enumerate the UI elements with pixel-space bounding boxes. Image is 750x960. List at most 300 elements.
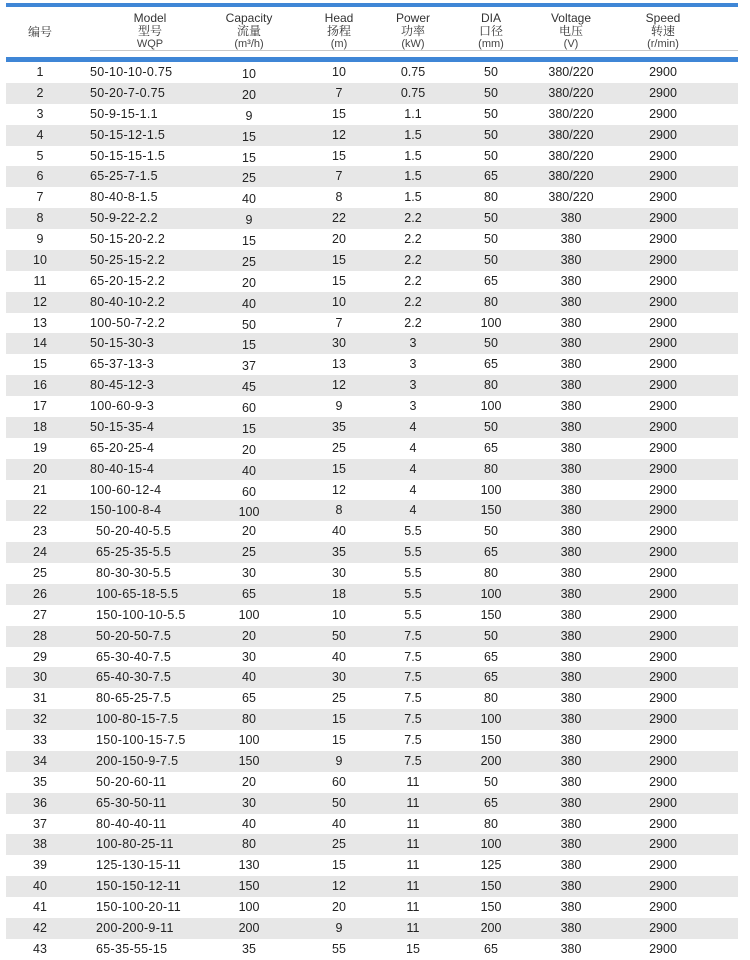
cell-head: 30 (332, 336, 346, 351)
header-power: Power 功率 (kW) (395, 11, 430, 50)
cell-power: 11 (406, 774, 420, 789)
cell-capacity: 100 (238, 505, 260, 520)
cell-dia: 150 (480, 900, 502, 914)
cell-model: 200-150-9-7.5 (96, 753, 179, 768)
cell-voltage: 380/220 (548, 65, 594, 79)
header-speed: Speed 转速 (r/min) (645, 11, 681, 50)
cell-speed: 2900 (649, 482, 677, 497)
cell-voltage: 380 (560, 816, 582, 831)
cell-speed: 2900 (649, 211, 677, 226)
cell-voltage: 380 (560, 774, 582, 789)
cell-dia: 100 (480, 586, 502, 601)
cell-dia: 65 (484, 670, 498, 685)
cell-dia: 65 (484, 440, 498, 455)
cell-power: 7.5 (404, 628, 422, 643)
cell-voltage: 380 (560, 315, 582, 330)
cell-id: 23 (33, 524, 47, 539)
cell-voltage: 380/220 (548, 148, 594, 163)
cell-voltage: 380/220 (548, 106, 594, 121)
table-row (6, 375, 738, 396)
cell-id: 7 (36, 190, 44, 205)
cell-capacity: 25 (242, 171, 256, 186)
cell-dia: 100 (480, 712, 502, 727)
table-row (6, 542, 738, 563)
cell-head: 15 (332, 858, 346, 873)
cell-head: 40 (332, 524, 346, 539)
cell-voltage: 380 (560, 294, 582, 309)
cell-head: 20 (332, 900, 346, 914)
cell-head: 12 (332, 378, 346, 393)
cell-power: 5.5 (404, 524, 422, 539)
cell-model: 65-25-35-5.5 (96, 545, 172, 560)
cell-model: 65-20-15-2.2 (90, 273, 166, 288)
cell-id: 39 (33, 858, 47, 873)
cell-id: 26 (33, 586, 47, 601)
cell-speed: 2900 (649, 774, 677, 789)
cell-dia: 150 (480, 733, 502, 747)
cell-voltage: 380 (560, 649, 582, 664)
cell-id: 18 (33, 419, 47, 434)
cell-voltage: 380 (560, 920, 582, 935)
cell-dia: 150 (480, 607, 502, 622)
cell-capacity: 30 (242, 649, 256, 664)
cell-dia: 150 (480, 503, 502, 518)
cell-speed: 2900 (649, 795, 677, 810)
cell-speed: 2900 (649, 586, 677, 601)
cell-power: 15 (406, 941, 420, 956)
cell-voltage: 380 (560, 357, 582, 372)
cell-head: 15 (332, 461, 346, 476)
cell-id: 29 (33, 649, 47, 664)
header-voltage: Voltage 电压 (V) (550, 11, 592, 50)
cell-capacity: 150 (238, 753, 260, 768)
cell-speed: 2900 (649, 753, 677, 768)
cell-capacity: 37 (242, 359, 256, 374)
cell-voltage: 380 (560, 273, 582, 288)
cell-model: 65-30-50-11 (96, 795, 167, 810)
cell-model: 50-20-7-0.75 (90, 85, 166, 100)
cell-model: 50-15-20-2.2 (90, 232, 166, 246)
cell-dia: 100 (480, 315, 502, 330)
cell-power: 5.5 (404, 586, 422, 601)
cell-power: 3 (409, 399, 417, 413)
table-row (6, 605, 738, 626)
cell-model: 80-45-12-3 (90, 378, 155, 393)
cell-id: 28 (33, 628, 47, 643)
cell-head: 15 (332, 273, 346, 288)
cell-head: 25 (332, 440, 346, 455)
cell-speed: 2900 (649, 920, 677, 935)
cell-power: 4 (409, 482, 417, 497)
cell-speed: 2900 (649, 858, 677, 873)
cell-speed: 2900 (649, 941, 677, 956)
cell-model: 50-20-50-7.5 (96, 628, 172, 643)
cell-voltage: 380 (560, 858, 582, 873)
cell-voltage: 380 (560, 837, 582, 852)
cell-capacity: 60 (242, 484, 256, 499)
cell-model: 100-50-7-2.2 (90, 315, 166, 330)
cell-power: 11 (406, 837, 420, 852)
cell-dia: 65 (484, 273, 498, 288)
cell-dia: 65 (484, 357, 498, 372)
cell-capacity: 10 (242, 67, 256, 81)
cell-head: 30 (332, 670, 346, 685)
cell-capacity: 20 (242, 442, 256, 457)
cell-speed: 2900 (649, 566, 677, 580)
cell-power: 4 (409, 419, 417, 434)
cell-voltage: 380 (560, 252, 582, 267)
cell-power: 1.5 (404, 148, 422, 163)
cell-head: 13 (332, 357, 346, 372)
cell-dia: 50 (484, 65, 498, 79)
cell-head: 25 (332, 691, 346, 706)
cell-capacity: 80 (242, 837, 256, 852)
cell-id: 42 (33, 920, 47, 935)
cell-voltage: 380/220 (548, 169, 594, 184)
cell-dia: 200 (480, 753, 502, 768)
cell-capacity: 100 (238, 900, 260, 914)
cell-head: 25 (332, 837, 346, 852)
cell-voltage: 380 (560, 232, 582, 246)
cell-model: 50-9-22-2.2 (90, 211, 158, 226)
cell-model: 65-35-55-15 (96, 941, 168, 956)
cell-capacity: 30 (242, 795, 256, 810)
table-row (6, 438, 738, 459)
cell-capacity: 65 (242, 691, 256, 706)
cell-head: 50 (332, 628, 346, 643)
table-row (6, 730, 738, 751)
cell-voltage: 380 (560, 670, 582, 685)
cell-voltage: 380 (560, 879, 582, 894)
cell-dia: 150 (480, 879, 502, 894)
cell-id: 13 (33, 315, 47, 330)
cell-speed: 2900 (649, 190, 677, 205)
cell-capacity: 100 (238, 607, 260, 622)
cell-power: 11 (406, 858, 420, 873)
cell-model: 80-30-30-5.5 (96, 566, 172, 580)
cell-id: 35 (33, 774, 47, 789)
cell-power: 7.5 (404, 712, 422, 727)
cell-speed: 2900 (649, 900, 677, 914)
cell-capacity: 40 (242, 670, 256, 685)
cell-power: 2.2 (404, 232, 422, 246)
cell-power: 0.75 (400, 85, 426, 100)
table-row (6, 897, 738, 918)
cell-dia: 200 (480, 920, 502, 935)
cell-power: 7.5 (404, 649, 422, 664)
cell-model: 50-10-10-0.75 (90, 65, 173, 79)
header-head: Head 扬程 (m) (324, 11, 354, 50)
cell-power: 2.2 (404, 273, 422, 288)
table-row (6, 354, 738, 375)
cell-speed: 2900 (649, 294, 677, 309)
cell-voltage: 380 (560, 733, 582, 747)
cell-dia: 65 (484, 169, 498, 184)
table-row (6, 772, 738, 793)
cell-capacity: 25 (242, 254, 256, 269)
cell-head: 9 (335, 920, 343, 935)
cell-speed: 2900 (649, 628, 677, 643)
table-row (6, 667, 738, 688)
cell-capacity: 40 (242, 296, 256, 311)
cell-power: 3 (409, 336, 417, 351)
cell-capacity: 40 (242, 816, 256, 831)
cell-id: 24 (33, 545, 47, 560)
cell-head: 55 (332, 941, 346, 956)
cell-dia: 50 (484, 232, 498, 246)
cell-dia: 50 (484, 252, 498, 267)
cell-power: 0.75 (400, 65, 426, 79)
table-row (6, 208, 738, 229)
cell-head: 8 (335, 503, 343, 518)
cell-capacity: 35 (242, 941, 256, 956)
cell-capacity: 130 (238, 858, 260, 873)
cell-model: 150-100-8-4 (90, 503, 162, 518)
cell-head: 20 (332, 232, 346, 246)
cell-model: 50-15-35-4 (90, 419, 155, 434)
cell-head: 12 (332, 482, 346, 497)
table-row (6, 313, 738, 334)
cell-power: 2.2 (404, 294, 422, 309)
cell-capacity: 40 (242, 463, 256, 478)
cell-id: 37 (33, 816, 47, 831)
cell-voltage: 380/220 (548, 190, 594, 205)
cell-power: 7.5 (404, 691, 422, 706)
cell-model: 50-20-40-5.5 (96, 524, 172, 539)
cell-head: 10 (332, 607, 346, 622)
cell-speed: 2900 (649, 357, 677, 372)
table-row (6, 834, 738, 855)
table-row (6, 647, 738, 668)
cell-dia: 50 (484, 211, 498, 226)
header-capacity: Capacity 流量 (m³/h) (225, 11, 273, 50)
cell-speed: 2900 (649, 545, 677, 560)
cell-head: 12 (332, 127, 346, 142)
cell-voltage: 380 (560, 628, 582, 643)
cell-head: 35 (332, 545, 346, 560)
cell-speed: 2900 (649, 712, 677, 727)
cell-voltage: 380 (560, 378, 582, 393)
table-row (6, 146, 738, 167)
cell-model: 80-40-40-11 (96, 816, 167, 831)
cell-model: 125-130-15-11 (96, 858, 181, 873)
cell-model: 100-80-15-7.5 (96, 712, 179, 727)
cell-id: 30 (33, 670, 47, 685)
cell-model: 100-60-9-3 (90, 399, 155, 413)
cell-dia: 80 (484, 691, 498, 706)
cell-head: 18 (332, 586, 346, 601)
cell-head: 15 (332, 712, 346, 727)
cell-head: 9 (335, 753, 343, 768)
cell-id: 27 (33, 607, 47, 622)
cell-power: 5.5 (404, 566, 422, 580)
cell-dia: 50 (484, 774, 498, 789)
cell-id: 32 (33, 712, 47, 727)
cell-dia: 50 (484, 628, 498, 643)
cell-head: 22 (332, 211, 346, 226)
table-row (6, 459, 738, 480)
table-row (6, 229, 738, 250)
cell-speed: 2900 (649, 127, 677, 142)
cell-voltage: 380 (560, 419, 582, 434)
cell-id: 20 (33, 461, 47, 476)
cell-voltage: 380 (560, 691, 582, 706)
cell-power: 3 (409, 378, 417, 393)
cell-head: 15 (332, 148, 346, 163)
cell-power: 1.1 (404, 106, 422, 121)
cell-id: 4 (36, 127, 44, 142)
cell-capacity: 65 (242, 586, 256, 601)
cell-model: 50-25-15-2.2 (90, 252, 166, 267)
cell-power: 7.5 (404, 670, 422, 685)
cell-dia: 50 (484, 85, 498, 100)
cell-speed: 2900 (649, 607, 677, 622)
cell-model: 50-15-30-3 (90, 336, 155, 351)
cell-model: 50-20-60-11 (96, 774, 167, 789)
cell-model: 150-100-15-7.5 (96, 733, 186, 747)
cell-voltage: 380 (560, 503, 582, 518)
cell-capacity: 60 (242, 401, 256, 415)
cell-head: 8 (335, 190, 343, 205)
table-row (6, 563, 738, 584)
cell-capacity: 20 (242, 628, 256, 643)
cell-capacity: 15 (242, 129, 256, 144)
table-row (6, 688, 738, 709)
cell-id: 38 (33, 837, 47, 852)
cell-voltage: 380 (560, 795, 582, 810)
cell-speed: 2900 (649, 315, 677, 330)
cell-capacity: 15 (242, 421, 256, 436)
cell-id: 9 (36, 232, 44, 246)
cell-capacity: 25 (242, 545, 256, 560)
cell-dia: 65 (484, 795, 498, 810)
cell-id: 16 (33, 378, 47, 393)
cell-head: 7 (335, 85, 343, 100)
cell-model: 150-100-10-5.5 (96, 607, 186, 622)
cell-voltage: 380 (560, 941, 582, 956)
cell-power: 4 (409, 503, 417, 518)
table-row (6, 918, 738, 939)
cell-capacity: 20 (242, 87, 256, 102)
cell-speed: 2900 (649, 65, 677, 79)
cell-voltage: 380/220 (548, 127, 594, 142)
table-row (6, 166, 738, 187)
cell-power: 11 (406, 879, 420, 894)
cell-model: 100-60-12-4 (90, 482, 162, 497)
cell-speed: 2900 (649, 816, 677, 831)
cell-dia: 80 (484, 461, 498, 476)
cell-capacity: 50 (242, 317, 256, 332)
cell-voltage: 380 (560, 586, 582, 601)
cell-head: 7 (335, 169, 343, 184)
cell-id: 17 (33, 399, 47, 413)
cell-capacity: 20 (242, 774, 256, 789)
cell-id: 21 (33, 482, 47, 497)
cell-id: 36 (33, 795, 47, 810)
cell-dia: 80 (484, 294, 498, 309)
cell-head: 60 (332, 774, 346, 789)
cell-model: 65-25-7-1.5 (90, 169, 158, 184)
cell-speed: 2900 (649, 273, 677, 288)
cell-id: 12 (33, 294, 47, 309)
cell-dia: 80 (484, 190, 498, 205)
cell-id: 11 (33, 273, 47, 288)
cell-id: 19 (33, 440, 47, 455)
table-row (6, 396, 738, 417)
cell-voltage: 380 (560, 566, 582, 580)
header-model: Model 型号 WQP (133, 11, 167, 50)
top-accent-rule (6, 3, 738, 7)
cell-head: 35 (332, 419, 346, 434)
cell-head: 15 (332, 252, 346, 267)
cell-power: 11 (406, 920, 420, 935)
cell-id: 34 (33, 753, 47, 768)
cell-dia: 65 (484, 941, 498, 956)
cell-speed: 2900 (649, 440, 677, 455)
cell-id: 40 (33, 879, 47, 894)
cell-dia: 50 (484, 336, 498, 351)
cell-power: 1.5 (404, 127, 422, 142)
cell-id: 31 (33, 691, 47, 706)
table-row (6, 187, 738, 208)
cell-speed: 2900 (649, 336, 677, 351)
cell-id: 41 (33, 900, 47, 914)
cell-voltage: 380 (560, 440, 582, 455)
header-dia: DIA 口径 (mm) (478, 11, 504, 50)
cell-dia: 80 (484, 566, 498, 580)
cell-power: 1.5 (404, 190, 422, 205)
cell-id: 25 (33, 566, 47, 580)
cell-dia: 100 (480, 399, 502, 413)
cell-voltage: 380 (560, 399, 582, 413)
cell-capacity: 30 (242, 566, 256, 580)
cell-power: 2.2 (404, 315, 422, 330)
cell-dia: 65 (484, 649, 498, 664)
cell-dia: 80 (484, 816, 498, 831)
cell-voltage: 380 (560, 712, 582, 727)
header-id: 编号 (27, 25, 52, 39)
table-header (6, 8, 738, 58)
cell-capacity: 80 (242, 712, 256, 727)
cell-head: 30 (332, 566, 346, 580)
header-divider (90, 50, 738, 51)
cell-model: 100-65-18-5.5 (96, 586, 179, 601)
cell-speed: 2900 (649, 837, 677, 852)
cell-id: 5 (36, 148, 44, 163)
cell-model: 80-40-15-4 (90, 461, 155, 476)
cell-model: 100-80-25-11 (96, 837, 174, 852)
cell-dia: 80 (484, 378, 498, 393)
cell-capacity: 15 (242, 234, 256, 248)
cell-capacity: 40 (242, 192, 256, 207)
table-row (6, 626, 738, 647)
cell-dia: 50 (484, 419, 498, 434)
cell-model: 50-9-15-1.1 (90, 106, 158, 121)
cell-speed: 2900 (649, 524, 677, 539)
table-row (6, 709, 738, 730)
cell-voltage: 380 (560, 482, 582, 497)
table-row (6, 417, 738, 438)
table-row (6, 876, 738, 897)
cell-model: 80-65-25-7.5 (96, 691, 172, 706)
cell-speed: 2900 (649, 106, 677, 121)
cell-voltage: 380 (560, 524, 582, 539)
cell-dia: 50 (484, 106, 498, 121)
table-row (6, 500, 738, 521)
cell-dia: 65 (484, 545, 498, 560)
cell-capacity: 15 (242, 338, 256, 353)
table-row (6, 814, 738, 835)
